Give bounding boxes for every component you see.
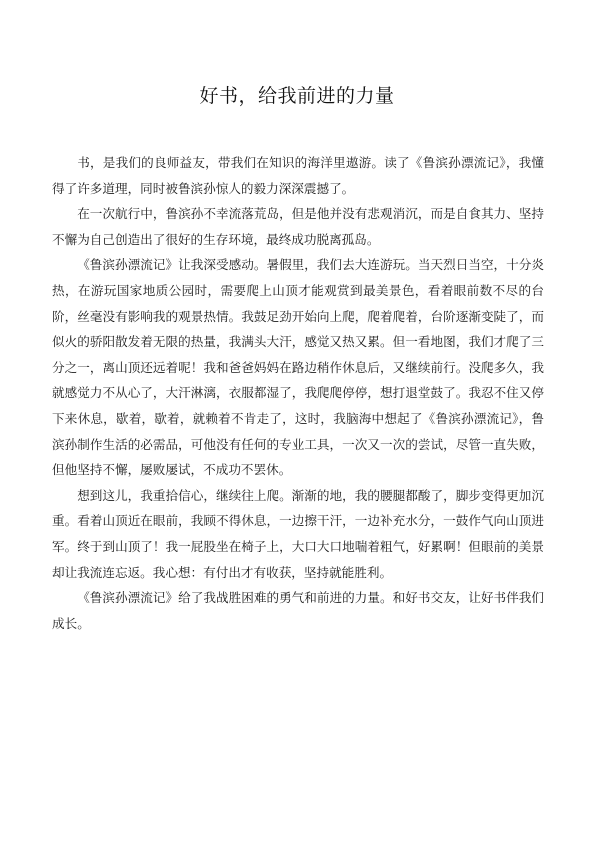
document-title: 好书，给我前进的力量 bbox=[199, 85, 395, 107]
paragraph-4: 想到这儿，我重拾信心，继续往上爬。渐渐的地，我的腰腿都酸了，脚步变得更加沉重。看着山顶近在眼前，我顾不得休息，一边擦干汗，一边补充水分，一鼓作气向山顶进军。终于到山顶了！我一屁股坐在椅子上，大口大口地喘着粗气，好累啊！但眼前的美景却让我流连忘返。我心想：有付出才有收获，坚持就能胜利。 bbox=[52, 487, 544, 580]
paragraph-2: 在一次航行中，鲁滨孙不幸流落荒岛，但是他并没有悲观消沉，而是自食其力、坚持不懈为自己创造出了很好的生存环境，最终成功脱离孤岛。 bbox=[52, 206, 544, 247]
paragraph-3: 《鲁滨孙漂流记》让我深受感动。暑假里，我们去大连游玩。当天烈日当空，十分炎热，在游玩国家地质公园时，需要爬上山顶才能观赏到最美景色，看着眼前数不尽的台阶，丝毫没有影响我的观景热情。我鼓足劲开始向上爬，爬着爬着，台阶逐渐变陡了，而似火的骄阳散发着无限的热量，我满头大汗，感觉又热又累。但一看地图，我们才爬了三分之一，离山顶还远着呢！我和爸爸妈妈在路边稍作休息后，又继续前行。没爬多久，我就感觉力不从心了，大汗淋漓，衣服都湿了，我爬爬停停，想打退堂鼓了。我忍不住又停下来休息，歇着，歇着，就赖着不肯走了，这时，我脑海中想起了《鲁滨孙漂流记》，鲁滨孙制作生活的必需品，可他没有任何的专业工具，一次又一次的尝试，尽管一直失败，但他坚持不懈，屡败屡试，不成功不罢休。 bbox=[52, 257, 544, 478]
paragraph-5: 《鲁滨孙漂流记》给了我战胜困难的勇气和前进的力量。和好书交友，让好书伴我们成长。 bbox=[52, 590, 544, 631]
paragraph-1: 书，是我们的良师益友，带我们在知识的海洋里遨游。读了《鲁滨孙漂流记》，我懂得了许多道理，同时被鲁滨孙惊人的毅力深深震撼了。 bbox=[52, 155, 544, 196]
document-body bbox=[52, 150, 544, 636]
